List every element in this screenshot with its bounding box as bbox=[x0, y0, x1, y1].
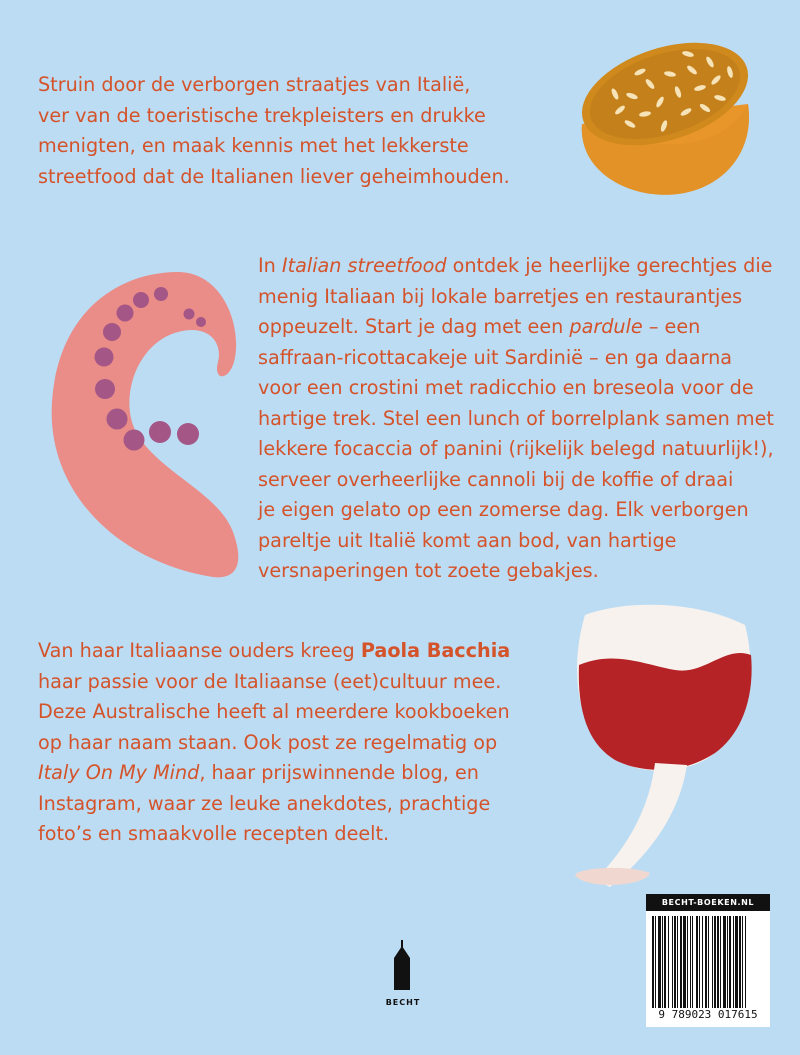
barcode-bar bbox=[662, 916, 663, 1008]
barcode-bar bbox=[723, 916, 726, 1008]
barcode-bar bbox=[745, 916, 746, 1008]
author-line: Deze Australische heeft al meerdere kookboeken bbox=[38, 700, 510, 723]
author-line: Italy On My Mind, haar prijswinnende blog, en bbox=[38, 761, 479, 784]
red-wine-glass-icon bbox=[555, 595, 795, 895]
barcode-bar bbox=[672, 916, 673, 1008]
barcode-bar bbox=[717, 916, 719, 1008]
barcode-icon bbox=[652, 916, 764, 1008]
barcode-bar bbox=[727, 916, 728, 1008]
publisher-logo-text: BECHT bbox=[385, 998, 421, 1007]
barcode-bar bbox=[720, 916, 721, 1008]
barcode-bar bbox=[739, 916, 741, 1008]
octopus-tentacle-icon bbox=[38, 262, 248, 582]
blog-title: Italy On My Mind bbox=[38, 761, 200, 784]
barcode-bar bbox=[674, 916, 676, 1008]
orange-half-icon bbox=[560, 32, 760, 202]
description-paragraph bbox=[258, 251, 774, 587]
description-line: In Italian streetfood ontdek je heerlijke gerechtjes die bbox=[258, 254, 773, 277]
barcode-box bbox=[646, 894, 770, 1027]
barcode-bar bbox=[658, 916, 661, 1008]
intro-line: ver van de toeristische trekpleisters en drukke bbox=[38, 103, 486, 127]
description-line: pareltje uit Italië komt aan bod, van hartige bbox=[258, 528, 677, 552]
barcode-bar bbox=[699, 916, 700, 1008]
description-line: menig Italiaan bij lokale barretjes en restaurantjes bbox=[258, 284, 743, 308]
barcode-bar bbox=[655, 916, 656, 1008]
barcode-bar bbox=[683, 916, 686, 1008]
barcode-bar bbox=[690, 916, 691, 1008]
description-line: je eigen gelato op een zomerse dag. Elk verborgen bbox=[258, 498, 749, 521]
barcode-bar bbox=[733, 916, 734, 1008]
author-line: op haar naam staan. Ook post ze regelmatig op bbox=[38, 730, 498, 754]
author-name: Paola Bacchia bbox=[360, 639, 511, 662]
publisher-website: BECHT-BOEKEN.NL bbox=[646, 894, 770, 911]
barcode-bar bbox=[705, 916, 707, 1008]
barcode-bar bbox=[735, 916, 738, 1008]
description-line: versnaperingen tot zoete gebakjes. bbox=[258, 559, 599, 582]
becht-house-logo-icon bbox=[390, 940, 414, 992]
barcode-bar bbox=[702, 916, 703, 1008]
barcode-bar bbox=[696, 916, 698, 1008]
barcode-bar bbox=[680, 916, 682, 1008]
barcode-bar bbox=[712, 916, 713, 1008]
intro-line: Struin door de verborgen straatjes van Italië, bbox=[38, 73, 471, 96]
barcode-bar bbox=[708, 916, 709, 1008]
barcode-bar bbox=[729, 916, 731, 1008]
author-line: Van haar Italiaanse ouders kreeg Paola Bacchia bbox=[38, 639, 511, 662]
intro-paragraph bbox=[38, 70, 510, 192]
barcode-bar bbox=[687, 916, 688, 1008]
barcode-bar bbox=[714, 916, 716, 1008]
author-paragraph bbox=[38, 636, 510, 850]
description-line: saffraan-ricottacakeje uit Sardinië – en ga daarna bbox=[258, 345, 733, 369]
intro-line: streetfood dat de Italianen liever geheimhouden. bbox=[38, 164, 510, 188]
dish-name: pardule bbox=[569, 315, 643, 338]
barcode-bar bbox=[677, 916, 678, 1008]
barcode-bar bbox=[668, 916, 669, 1008]
author-line: haar passie voor de Italiaanse (eet)cultuur mee. bbox=[38, 669, 502, 693]
description-line: hartige trek. Stel een lunch of borrelplank samen met bbox=[258, 406, 774, 430]
description-line: voor een crostini met radicchio en breseola voor de bbox=[258, 376, 754, 399]
barcode-bar bbox=[692, 916, 693, 1008]
author-line: foto’s en smaakvolle recepten deelt. bbox=[38, 822, 390, 845]
description-line: lekkere focaccia of panini (rijkelijk belegd natuurlijk!), bbox=[258, 437, 774, 460]
description-line: oppeuzelt. Start je dag met een pardule – een bbox=[258, 315, 701, 338]
isbn-number: 9 789023 017615 bbox=[658, 1008, 758, 1021]
barcode-bar bbox=[652, 916, 654, 1008]
book-title: Italian streetfood bbox=[281, 254, 447, 277]
author-line: Instagram, waar ze leuke anekdotes, prachtige bbox=[38, 791, 491, 815]
barcode-bar bbox=[742, 916, 743, 1008]
intro-line: menigten, en maak kennis met het lekkerste bbox=[38, 134, 469, 157]
barcode-bar bbox=[664, 916, 666, 1008]
description-line: serveer overheerlijke cannoli bij de koffie of draai bbox=[258, 467, 734, 491]
